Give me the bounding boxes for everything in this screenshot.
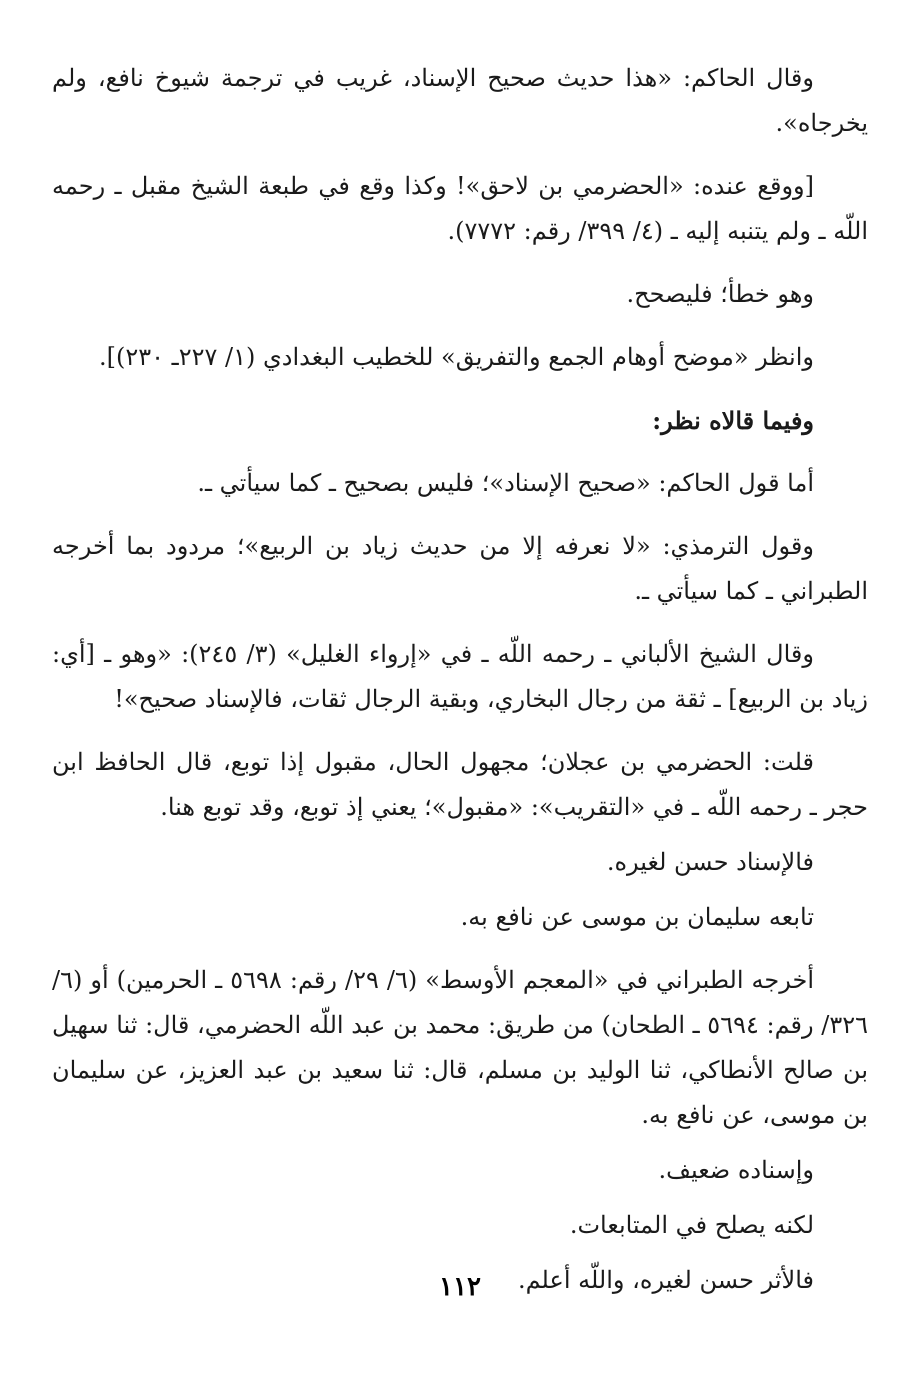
- paragraph-follow-up: تابعه سليمان بن موسى عن نافع به.: [460, 903, 814, 931]
- paragraph-error-note: وهو خطأ؛ فليصحح.: [626, 280, 814, 308]
- paragraph-hakim-critique: أما قول الحاكم: «صحيح الإسناد»؛ فليس بصحيح ـ كما سيأتي ـ.: [197, 469, 814, 497]
- paragraph-supporting: لكنه يصلح في المتابعات.: [569, 1211, 814, 1239]
- paragraph-albani-quote: وقال الشيخ الألباني ـ رحمه اللّه ـ في «إرواء الغليل» (٣/ ٢٤٥): «وهو ـ [أي: زياد بن الربيع] ـ ثقة من رجال البخاري، وبقية الرجال ثقات، فالإسناد صحيح»!: [52, 640, 868, 713]
- paragraph-tabarani-source: أخرجه الطبراني في «المعجم الأوسط» (٦/ ٢٩/ رقم: ٥٦٩٨ ـ الحرمين) أو (٦/ ٣٢٦/ رقم: ٥٦٩٤ ـ الطحان) من طريق: محمد بن عبد اللّه الحضرمي، قال: ثنا سهيل بن صالح الأنطاكي، ثنا الوليد بن مسلم، قال: ثنا سعيد بن عبد العزيز، عن سليمان بن موسى، عن نافع به.: [52, 966, 868, 1129]
- page-body: [52, 56, 868, 1356]
- page-number: ١١٢: [439, 1272, 481, 1301]
- paragraph-author-opinion: قلت: الحضرمي بن عجلان؛ مجهول الحال، مقبول إذا توبع، قال الحافظ ابن حجر ـ رحمه اللّه ـ في «التقريب»: «مقبول»؛ يعني إذ توبع، وقد توبع هنا.: [52, 748, 868, 821]
- paragraph-see-reference: وانظر «موضح أوهام الجمع والتفريق» للخطيب البغدادي (١/ ٢٢٧ـ ٢٣٠)].: [99, 343, 814, 371]
- section-heading: وفيما قالاه نظر:: [652, 406, 814, 435]
- paragraph-weak-chain: وإسناده ضعيف.: [658, 1156, 814, 1184]
- paragraph-conclusion-hasan: فالإسناد حسن لغيره.: [606, 848, 814, 876]
- paragraph-hakim-statement: وقال الحاكم: «هذا حديث صحيح الإسناد، غريب في ترجمة شيوخ نافع، ولم يخرجاه».: [52, 64, 868, 137]
- paragraph-correction-note: [ووقع عنده: «الحضرمي بن لاحق»! وكذا وقع في طبعة الشيخ مقبل ـ رحمه اللّه ـ ولم يتنبه إليه ـ (٤/ ٣٩٩/ رقم: ٧٧٧٢).: [52, 172, 868, 245]
- paragraph-final-verdict: فالأثر حسن لغيره، واللّه أعلم.: [517, 1266, 814, 1294]
- paragraph-tirmidhi-critique: وقول الترمذي: «لا نعرفه إلا من حديث زياد بن الربيع»؛ مردود بما أخرجه الطبراني ـ كما سيأتي ـ.: [52, 532, 868, 605]
